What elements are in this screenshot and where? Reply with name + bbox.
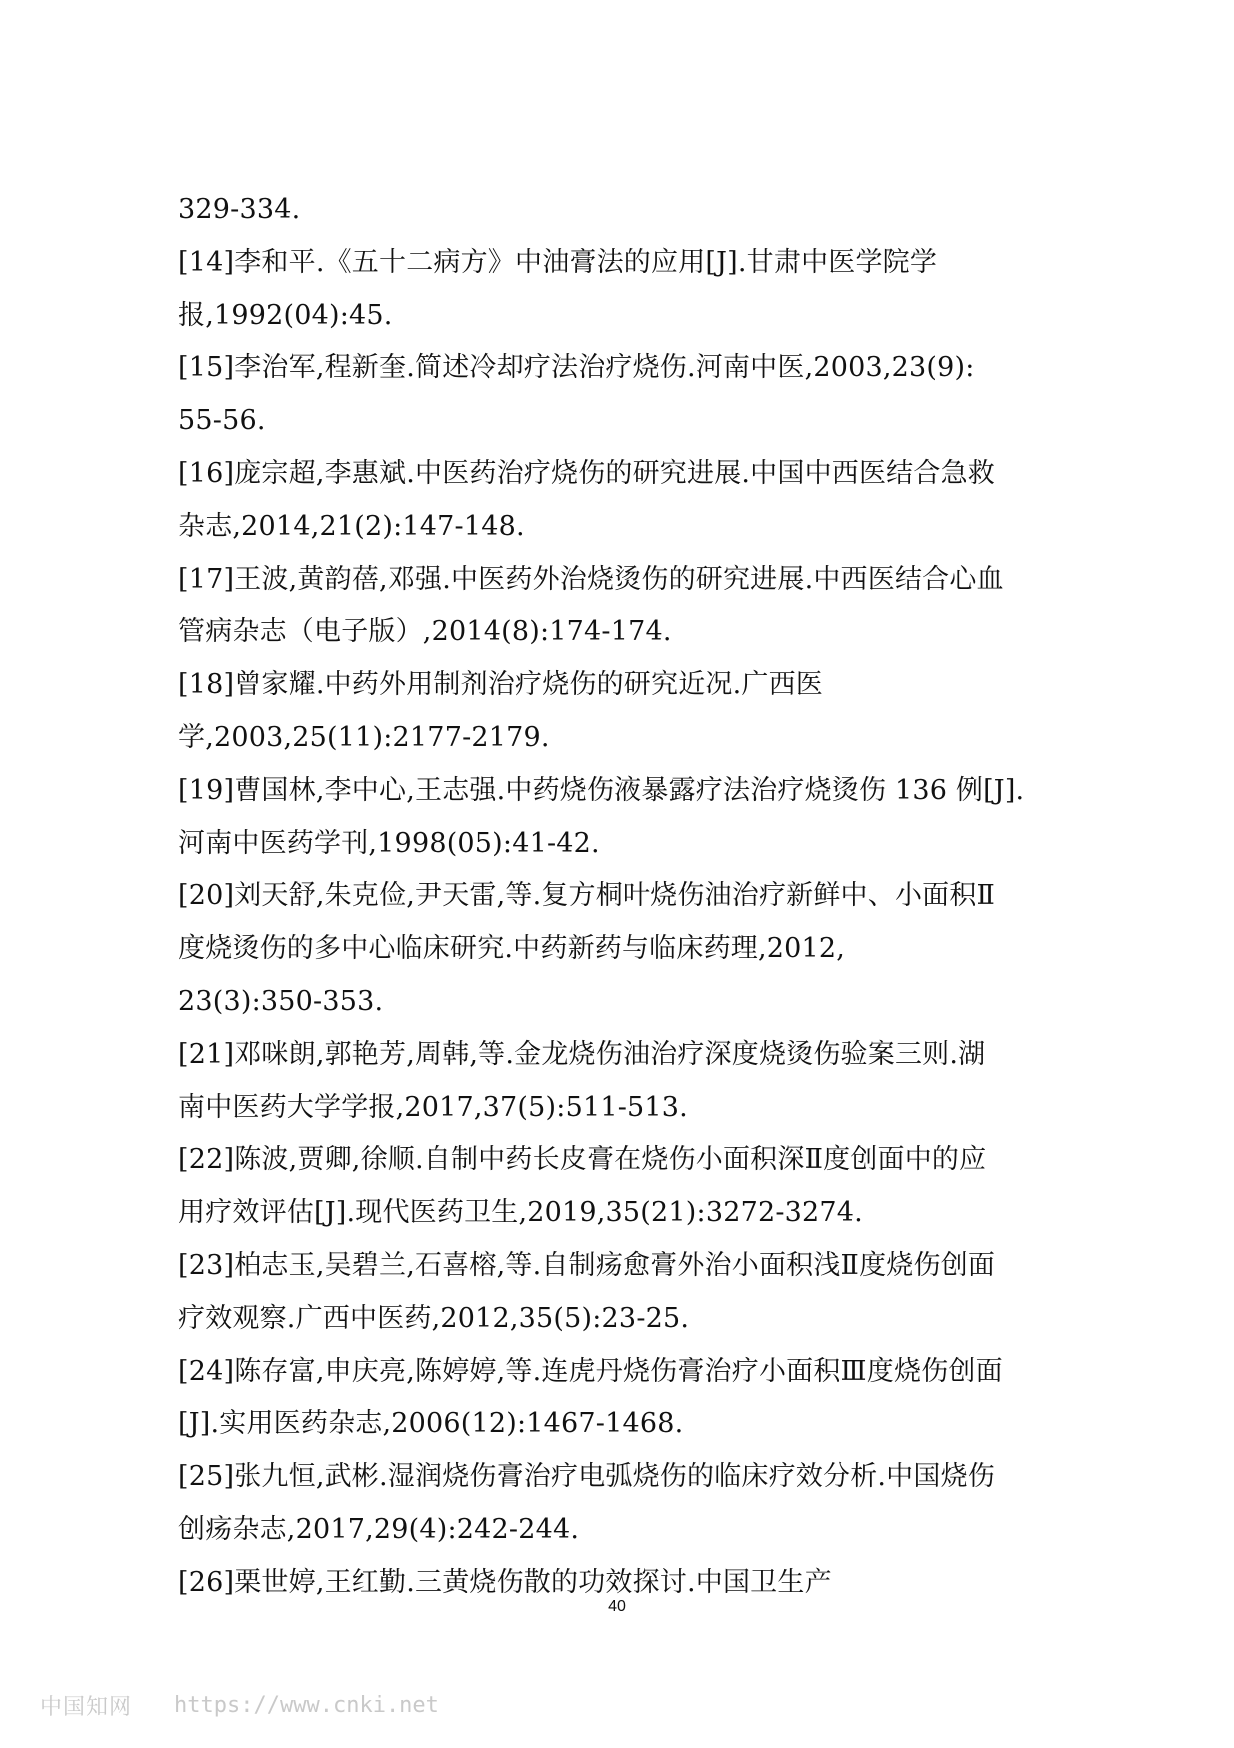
watermark-logo-text: 中国知网 xyxy=(40,1694,133,1720)
reference-line: 疗效观察.广西中医药,2012,35(5):23-25. xyxy=(178,1302,690,1334)
reference-line: [J].实用医药杂志,2006(12):1467-1468. xyxy=(178,1408,684,1440)
reference-line: [14]李和平.《五十二病方》中油膏法的应用[J].甘肃中医学院学 xyxy=(178,246,938,278)
reference-line: 学,2003,25(11):2177-2179. xyxy=(178,721,550,753)
reference-line: [18]曾家耀.中药外用制剂治疗烧伤的研究近况.广西医 xyxy=(178,669,823,701)
watermark-url: https://www.cnki.net xyxy=(174,1692,439,1718)
reference-line: 度烧烫伤的多中心临床研究.中药新药与临床药理,2012, xyxy=(178,933,846,965)
reference-line: 杂志,2014,21(2):147-148. xyxy=(178,510,525,542)
reference-line: 南中医药大学学报,2017,37(5):511-513. xyxy=(178,1091,688,1123)
reference-line: 55-56. xyxy=(178,405,266,437)
reference-line: [15]李治军,程新奎.简述冷却疗法治疗烧伤.河南中医,2003,23(9): xyxy=(178,352,975,384)
reference-line: 河南中医药学刊,1998(05):41-42. xyxy=(178,827,600,859)
reference-list xyxy=(178,184,1138,1610)
reference-line: [20]刘天舒,朱克俭,尹天雷,等.复方桐叶烧伤油治疗新鲜中、小面积Ⅱ xyxy=(178,880,996,912)
reference-line: 23(3):350-353. xyxy=(178,985,384,1017)
reference-line: [24]陈存富,申庆亮,陈婷婷,等.连虎丹烧伤膏治疗小面积Ⅲ度烧伤创面 xyxy=(178,1355,1003,1387)
reference-line: [16]庞宗超,李惠斌.中医药治疗烧伤的研究进展.中国中西医结合急救 xyxy=(178,457,995,489)
reference-line: [22]陈波,贾卿,徐顺.自制中药长皮膏在烧伤小面积深Ⅱ度创面中的应 xyxy=(178,1144,987,1176)
reference-line: [21]邓咪朗,郭艳芳,周韩,等.金龙烧伤油治疗深度烧烫伤验案三则.湖 xyxy=(178,1038,986,1070)
reference-line: 创疡杂志,2017,29(4):242-244. xyxy=(178,1513,580,1545)
cnki-watermark xyxy=(40,1690,439,1720)
reference-line: [25]张九恒,武彬.湿润烧伤膏治疗电弧烧伤的临床疗效分析.中国烧伤 xyxy=(178,1461,995,1493)
reference-line: [26]栗世婷,王红勤.三黄烧伤散的功效探讨.中国卫生产 xyxy=(178,1566,832,1598)
reference-line: [17]王波,黄韵蓓,邓强.中医药外治烧烫伤的研究进展.中西医结合心血 xyxy=(178,563,1004,595)
reference-line: 329-334. xyxy=(178,194,301,225)
reference-line: [23]柏志玉,吴碧兰,石喜榕,等.自制疡愈膏外治小面积浅Ⅱ度烧伤创面 xyxy=(178,1249,996,1281)
page-number: 40 xyxy=(608,1598,626,1615)
reference-line: 用疗效评估[J].现代医药卫生,2019,35(21):3272-3274. xyxy=(178,1197,863,1229)
reference-line: 管病杂志（电子版）,2014(8):174-174. xyxy=(178,616,672,648)
reference-line: [19]曹国林,李中心,王志强.中药烧伤液暴露疗法治疗烧烫伤 136 例[J]. xyxy=(178,774,1025,806)
reference-line: 报,1992(04):45. xyxy=(178,299,393,331)
